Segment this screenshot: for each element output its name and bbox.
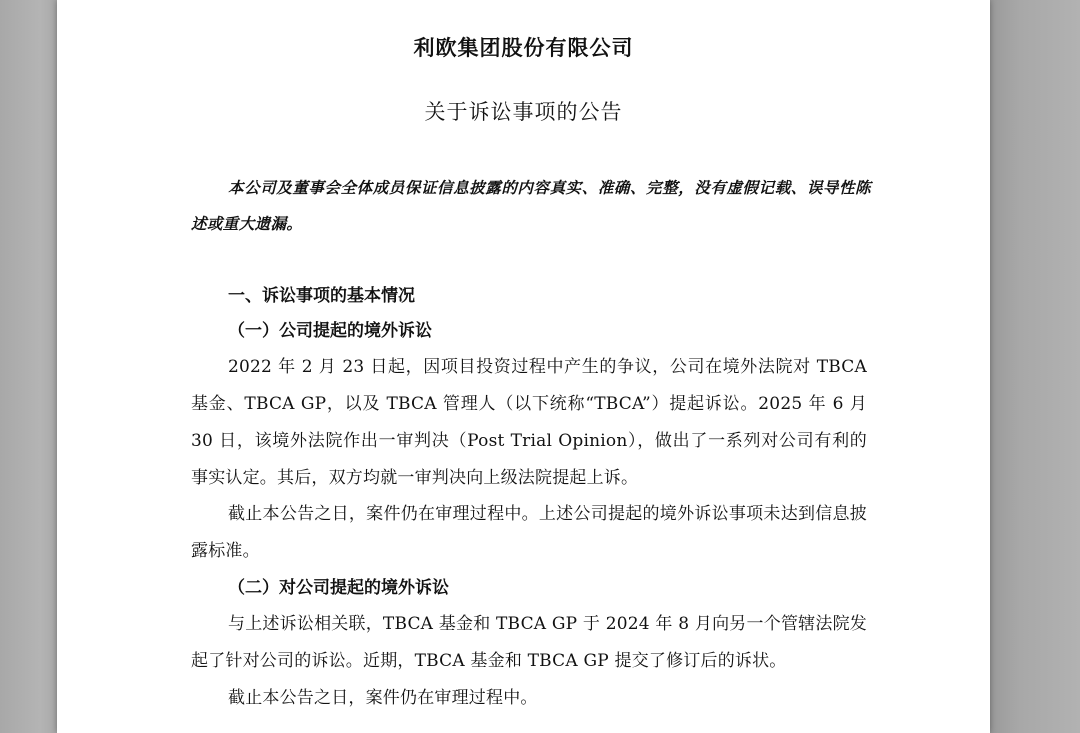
announcement-title: 关于诉讼事项的公告 <box>424 100 623 124</box>
paragraph-against-company-details: 与上述诉讼相关联，TBCA 基金和 TBCA GP 于 2024 年 8 月向另一个管辖法院发起了针对公司的诉讼。近期，TBCA 基金和 TBCA GP 提交了修订后的诉状。 <box>191 614 867 671</box>
subsection-heading-company-initiated: （一）公司提起的境外诉讼 <box>228 321 432 341</box>
board-statement: 本公司及董事会全体成员保证信息披露的内容真实、准确、完整，没有虚假记载、误导性陈述或重大遗漏。 <box>191 178 871 233</box>
document-page <box>57 0 990 733</box>
paragraph-company-initiated-status: 截止本公告之日，案件仍在审理过程中。上述公司提起的境外诉讼事项未达到信息披露标准。 <box>191 504 867 561</box>
company-name: 利欧集团股份有限公司 <box>413 36 634 60</box>
paragraph-against-company-status: 截止本公告之日，案件仍在审理过程中。 <box>228 688 538 708</box>
subsection-heading-against-company: （二）对公司提起的境外诉讼 <box>228 578 449 598</box>
paragraph-company-initiated-details: 2022 年 2 月 23 日起，因项目投资过程中产生的争议，公司在境外法院对 TBCA 基金、TBCA GP，以及 TBCA 管理人（以下统称“TBCA”）提起诉讼。2025 年 6 月 30 日，该境外法院作出一审判决（Post Trial Opinion），做出了一系列对公司有利的事实认定。其后，双方均就一审判决向上级法院提起上诉。 <box>191 357 867 488</box>
section-heading-litigation-overview: 一、诉讼事项的基本情况 <box>228 286 415 306</box>
